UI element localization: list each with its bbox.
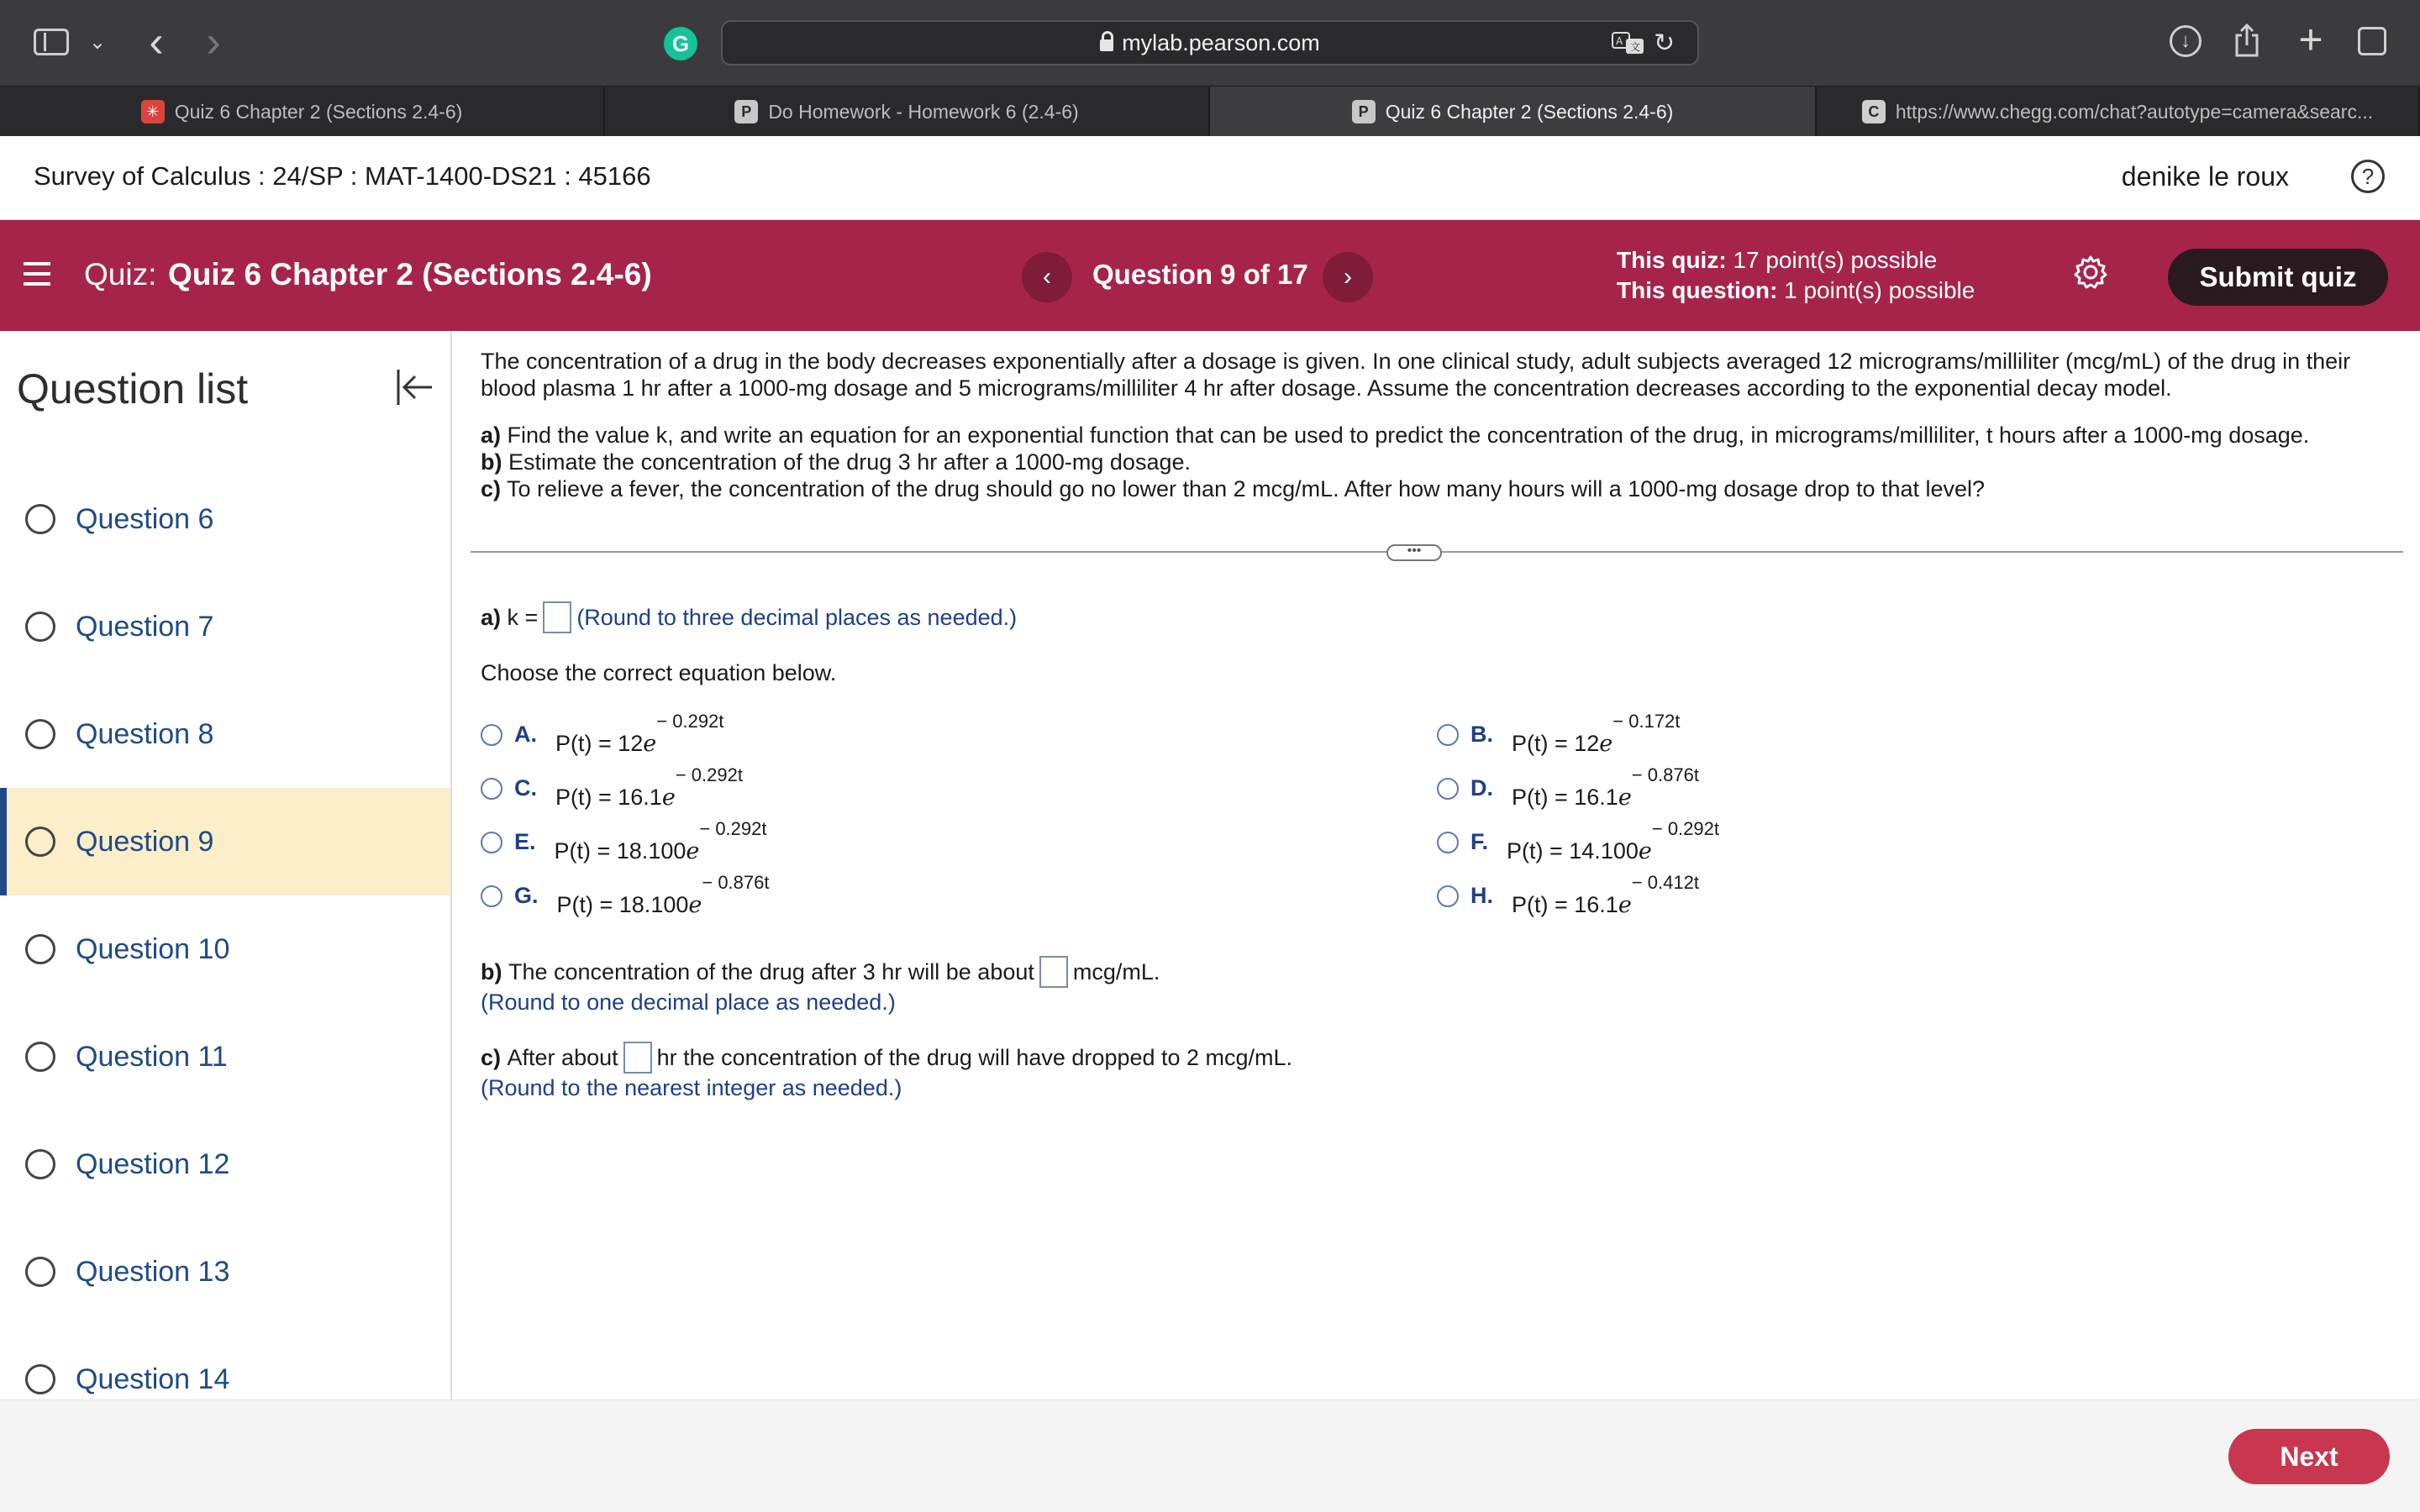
- equation-base: P(t) = 12: [555, 731, 644, 756]
- collapse-panel-icon[interactable]: [395, 366, 435, 408]
- equation-base: P(t) = 16.1: [1512, 892, 1618, 917]
- question-list-label: Question 10: [76, 932, 230, 965]
- answer-c-text-end: hr the concentration of the drug will have dropped to 2 mcg/mL.: [656, 1044, 1293, 1070]
- status-circle-icon: [25, 1364, 55, 1394]
- status-circle-icon: [25, 934, 55, 964]
- euler-e: e: [1599, 731, 1613, 757]
- status-circle-icon: [25, 719, 55, 749]
- question-list-label: Question 14: [76, 1362, 230, 1395]
- euler-e: e: [1618, 785, 1632, 811]
- forward-arrow-icon[interactable]: ›: [206, 18, 221, 66]
- answer-a-prefix: a): [481, 604, 502, 630]
- question-list-label: Question 13: [76, 1255, 230, 1288]
- choice-letter: A.: [514, 722, 537, 747]
- submit-quiz-button[interactable]: Submit quiz: [2168, 249, 2388, 306]
- equation-exponent: − 0.292t: [675, 764, 743, 785]
- quiz-name: Quiz 6 Chapter 2 (Sections 2.4-6): [168, 257, 652, 291]
- answer-b-line: [481, 956, 1160, 988]
- equation-exponent: − 0.876t: [702, 872, 770, 893]
- chegg-c-icon: C: [1862, 100, 1886, 123]
- grammarly-extension-icon[interactable]: G: [664, 27, 697, 60]
- reload-icon[interactable]: ↻: [1654, 29, 1676, 57]
- tab-label: Quiz 6 Chapter 2 (Sections 2.4-6): [174, 100, 463, 123]
- previous-question-button[interactable]: ‹: [1022, 252, 1072, 302]
- download-icon[interactable]: ↓: [2170, 25, 2202, 57]
- question-list-label: Question 9: [76, 825, 214, 858]
- part-c-text: To relieve a fever, the concentration of the drug should go no lower than 2 mcg/mL. After how many hours will a 1000-mg dosage drop to that level?: [507, 476, 1986, 501]
- choice-letter: E.: [514, 829, 536, 854]
- choice-letter: F.: [1470, 829, 1489, 854]
- equation-exponent: − 0.412t: [1631, 872, 1699, 893]
- radio-icon[interactable]: [1437, 778, 1459, 800]
- concentration-input[interactable]: [1039, 956, 1068, 988]
- question-list-label: Question 11: [76, 1040, 228, 1073]
- answer-c-hint: (Round to the nearest integer as needed.): [481, 1075, 902, 1100]
- choice-equation: [555, 711, 724, 757]
- choice-equation: [1507, 818, 1719, 864]
- tab-bar: [0, 86, 2420, 136]
- question-list-label: Question 7: [76, 610, 214, 643]
- answer-b-prefix: b): [481, 958, 502, 984]
- equation-exponent: − 0.292t: [1651, 818, 1719, 839]
- question-list-item-8[interactable]: [0, 680, 450, 788]
- url-text: mylab.pearson.com: [1122, 30, 1320, 55]
- footer-bar: [0, 1399, 2420, 1512]
- answer-b-text: The concentration of the drug after 3 hr will be about: [508, 958, 1034, 984]
- choice-c[interactable]: [481, 764, 743, 811]
- address-bar[interactable]: [721, 20, 1699, 66]
- radio-icon[interactable]: [481, 778, 502, 800]
- this-question-value: 1 point(s) possible: [1784, 277, 1975, 303]
- equation-base: P(t) = 16.1: [1512, 785, 1618, 810]
- tab-do-homework[interactable]: [605, 87, 1210, 137]
- choice-equation: [1512, 764, 1699, 811]
- tab-label: Quiz 6 Chapter 2 (Sections 2.4-6): [1385, 100, 1674, 123]
- gear-icon[interactable]: [2072, 254, 2109, 291]
- tab-quiz-6-active[interactable]: [1210, 87, 1817, 137]
- quiz-label: Quiz:: [84, 257, 157, 291]
- tab-quiz-6[interactable]: [0, 87, 605, 137]
- question-list-item-7[interactable]: [0, 573, 450, 680]
- share-icon[interactable]: [2232, 22, 2262, 59]
- equation-exponent: − 0.292t: [656, 711, 724, 732]
- pearson-p-icon: P: [734, 100, 758, 123]
- radio-icon[interactable]: [481, 885, 502, 907]
- help-icon[interactable]: ?: [2351, 160, 2385, 193]
- question-list-item-10[interactable]: [0, 895, 450, 1003]
- radio-icon[interactable]: [481, 832, 502, 853]
- status-circle-icon: [25, 612, 55, 642]
- status-circle-icon: [25, 504, 55, 534]
- k-label: k =: [507, 604, 539, 630]
- euler-e: e: [1618, 892, 1632, 918]
- tab-chegg[interactable]: [1817, 87, 2420, 137]
- equation-exponent: − 0.876t: [1631, 764, 1699, 785]
- sidebar-toggle-icon[interactable]: [34, 29, 69, 55]
- status-circle-icon: [25, 1149, 55, 1179]
- choice-e[interactable]: [481, 818, 767, 864]
- course-header: [0, 136, 2420, 220]
- choice-equation: [555, 764, 743, 811]
- choice-h[interactable]: [1437, 872, 1699, 918]
- choice-a[interactable]: [481, 711, 724, 757]
- euler-e: e: [643, 731, 657, 757]
- pearson-p-icon: P: [1352, 100, 1376, 123]
- this-question-label: This question:: [1617, 277, 1778, 303]
- answer-b-hint: (Round to one decimal place as needed.): [481, 990, 896, 1015]
- part-a-label: a): [481, 423, 502, 448]
- answer-c-text: After about: [507, 1044, 618, 1070]
- this-quiz-label: This quiz:: [1617, 247, 1727, 273]
- menu-icon[interactable]: [24, 262, 50, 286]
- course-title: Survey of Calculus : 24/SP : MAT-1400-DS21 : 45166: [34, 161, 651, 191]
- tab-label: Do Homework - Homework 6 (2.4-6): [768, 100, 1079, 123]
- question-list-panel: [0, 331, 452, 1399]
- status-circle-icon: [25, 1257, 55, 1287]
- k-input[interactable]: [543, 601, 571, 633]
- choice-equation: [554, 818, 767, 864]
- question-list-label: Question 8: [76, 717, 214, 750]
- next-button[interactable]: Next: [2228, 1429, 2390, 1484]
- chevron-down-icon[interactable]: ⌄: [88, 30, 107, 54]
- this-quiz-value: 17 point(s) possible: [1733, 247, 1938, 273]
- equation-exponent: − 0.172t: [1612, 711, 1681, 732]
- question-list-item-12[interactable]: [0, 1110, 450, 1218]
- svg-text:文: 文: [1630, 41, 1641, 53]
- equation-exponent: − 0.292t: [699, 818, 767, 839]
- question-list-label: Question 12: [76, 1147, 230, 1180]
- new-tab-icon[interactable]: +: [2298, 16, 2323, 63]
- question-list-item-9[interactable]: [0, 788, 450, 895]
- choice-equation: [1512, 711, 1681, 757]
- question-parts: [481, 422, 2388, 502]
- equation-base: P(t) = 16.1: [555, 785, 662, 810]
- choice-d[interactable]: [1437, 764, 1699, 811]
- status-circle-icon: [25, 827, 55, 857]
- browser-toolbar: [0, 0, 2420, 86]
- choice-letter: G.: [514, 883, 539, 908]
- choice-letter: B.: [1470, 722, 1493, 747]
- equation-base: P(t) = 18.100: [556, 892, 689, 917]
- euler-e: e: [1638, 838, 1652, 864]
- radio-icon[interactable]: [1437, 724, 1459, 746]
- answer-b-unit: mcg/mL.: [1072, 958, 1160, 984]
- next-question-arrow-button[interactable]: ›: [1323, 252, 1373, 302]
- question-list-item-13[interactable]: [0, 1218, 450, 1326]
- radio-icon[interactable]: [1437, 885, 1459, 907]
- part-a-text: Find the value k, and write an equation for an exponential function that can be used to predict the concentration of the drug, in micrograms/milliliter, t hours after a 1000-mg dosage.: [507, 423, 2310, 448]
- tab-label: https://www.chegg.com/chat?autotype=camera&searc...: [1895, 100, 2374, 123]
- question-list-item-6[interactable]: [0, 465, 450, 573]
- choice-letter: C.: [514, 775, 537, 801]
- points-info: [1617, 245, 1975, 306]
- equation-base: P(t) = 12: [1512, 731, 1600, 756]
- part-b-label: b): [481, 449, 502, 475]
- answer-a-hint: (Round to three decimal places as needed.): [576, 604, 1018, 630]
- euler-e: e: [661, 785, 676, 811]
- euler-e: e: [686, 838, 700, 864]
- status-circle-icon: [25, 1042, 55, 1072]
- question-content: [454, 331, 2420, 1399]
- choice-equation: [556, 872, 770, 918]
- lock-icon: [1100, 39, 1113, 51]
- question-prompt: The concentration of a drug in the body decreases exponentially after a dosage is given. In one clinical study, adult subjects averaged 12 micrograms/milliliter (mcg/mL) of the drug in their blood plasma 1 hr after a 1000-mg dosage and 5 micrograms/milliliter 4 hr after dosage. Assume the concentration decreases according to the exponential decay model.: [481, 349, 2351, 401]
- user-name[interactable]: denike le roux: [2121, 161, 2289, 192]
- equation-base: P(t) = 18.100: [554, 838, 687, 864]
- translate-icon[interactable]: [1612, 32, 1645, 55]
- hours-input[interactable]: [623, 1042, 652, 1074]
- part-c-label: c): [481, 476, 502, 501]
- question-list-item-14[interactable]: [0, 1326, 450, 1399]
- divider-handle[interactable]: •••: [1386, 544, 1442, 561]
- svg-text:A: A: [1616, 35, 1623, 47]
- question-list-item-11[interactable]: [0, 1003, 450, 1110]
- choose-equation-text: Choose the correct equation below.: [481, 660, 837, 685]
- equation-base: P(t) = 14.100: [1507, 838, 1639, 864]
- quiz-bar: [0, 220, 2420, 331]
- answer-a-line: [481, 601, 1017, 633]
- choice-g[interactable]: [481, 872, 770, 918]
- tab-overview-icon[interactable]: [2358, 27, 2386, 55]
- euler-e: e: [688, 892, 702, 918]
- radio-icon[interactable]: [1437, 832, 1459, 853]
- question-counter[interactable]: Question 9 of 17: [1092, 259, 1308, 290]
- choice-equation: [1512, 872, 1699, 918]
- back-arrow-icon[interactable]: ‹: [149, 18, 164, 66]
- choice-letter: H.: [1470, 883, 1493, 908]
- part-b-text: Estimate the concentration of the drug 3 hr after a 1000-mg dosage.: [508, 449, 1191, 475]
- choice-b[interactable]: [1437, 711, 1681, 757]
- choice-f[interactable]: [1437, 818, 1719, 864]
- pearson-grid-icon: ✳: [141, 100, 165, 123]
- question-list-label: Question 6: [76, 502, 214, 535]
- question-list-title: Question list: [17, 365, 249, 412]
- answer-c-line: [481, 1042, 1292, 1074]
- answer-c-prefix: c): [481, 1044, 502, 1070]
- radio-icon[interactable]: [481, 724, 502, 746]
- choice-letter: D.: [1470, 775, 1493, 801]
